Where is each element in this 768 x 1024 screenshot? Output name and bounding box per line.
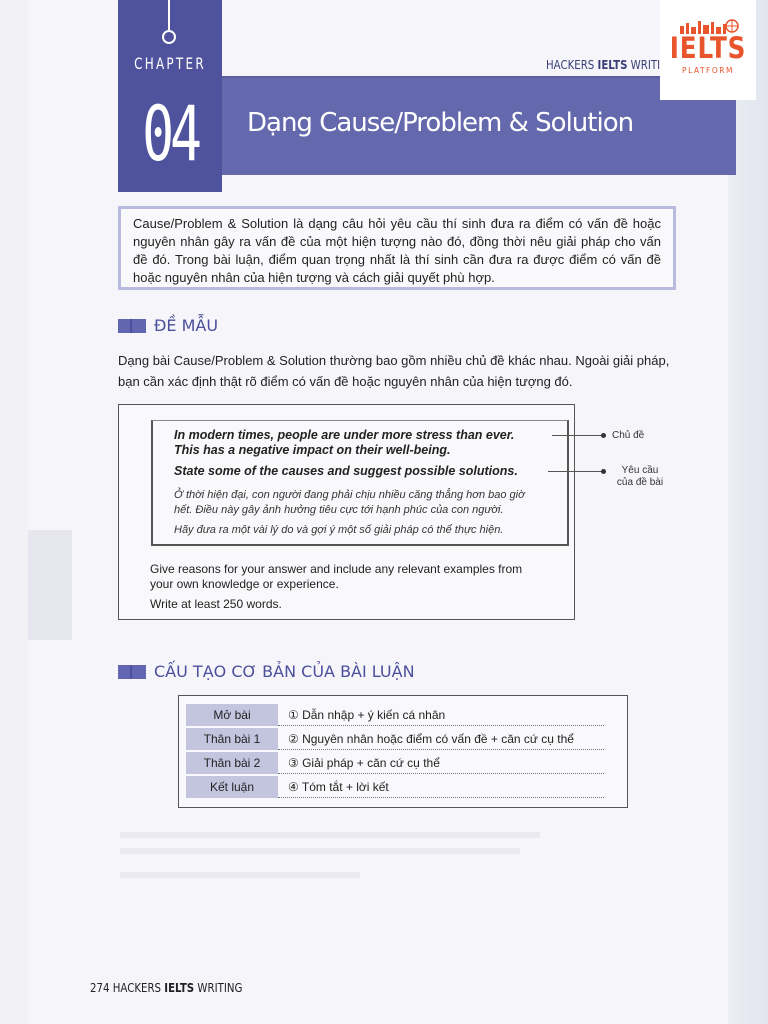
intro-box [118,206,676,290]
footer-suffix: WRITING [197,981,243,995]
logo-wordmark: IELTS [669,31,747,65]
table-row [186,704,604,726]
bleed-through-line [120,832,540,838]
chapter-ring-icon [162,30,176,44]
chapter-label: CHAPTER [134,54,206,73]
translation-line-1: Ở thời hiện đại, con người đang phải chịu nhiều căng thẳng hơn bao giờ [174,489,525,501]
intro-text: Cause/Problem & Solution là dạng câu hỏi yêu cầu thí sinh đưa ra điểm có vấn đề hoặc nguyên nhân gây ra vấn đề của một hiện tượng nào đó, đồng thời nêu giải pháp cho vấn đề đó. Trong bài luận, điểm quan trọng nhất là thí sinh cần đưa ra được điểm có vấn đề hoặc nguyên nhân của hiện tượng và cách giải quyết phù hợp. [133,216,661,285]
leader-line-topic [552,435,602,436]
label-requirement-line-1: Yêu cầu [621,465,659,476]
translation-line-2: hết. Điều này gây ảnh hưởng tiêu cực tới hạnh phúc của con người. [174,504,504,516]
instruction-line-2: your own knowledge or experience. [150,577,339,591]
sample-intro-paragraph: Dạng bài Cause/Problem & Solution thường bao gồm nhiều chủ đề khác nhau. Ngoài giải pháp, bạn cần xác định thật rõ điểm có vấn đề hoặc nguyên nhân của hiện tượng đó. [118,353,670,389]
section-square-icon [118,665,146,679]
logo-subtitle: PLATFORM [682,66,734,75]
table-row [186,776,604,798]
question-line-2: This has a negative impact on their well-being. [174,443,451,457]
translation-line-3: Hãy đưa ra một vài lý do và gợi ý một số giải pháp có thể thực hiện. [174,524,504,536]
leader-dot-requirement [601,469,606,474]
label-requirement-line-2: của đề bài [616,477,664,488]
page-footer [90,981,242,995]
row-value: ① Dẫn nhập + ý kiến cá nhân [278,704,604,726]
page-title: Dạng Cause/Problem & Solution [247,108,634,138]
table-row [186,728,604,750]
section-heading-structure [118,662,415,681]
instruction-line-1: Give reasons for your answer and include any relevant examples from [150,562,523,576]
row-label: Kết luận [186,776,278,798]
row-label: Thân bài 2 [186,752,278,774]
footer-prefix: HACKERS [112,981,162,995]
section-heading-text: ĐỀ MẪU [154,316,219,335]
running-head [546,58,660,72]
row-value: ② Nguyên nhân hoặc điểm có vấn đề + căn cứ cụ thể [278,728,604,750]
bleed-through-mark [28,530,72,640]
running-head-suffix: WRITI [630,58,661,72]
chapter-hook-line [168,0,170,30]
running-head-prefix: HACKERS [546,58,595,72]
question-line-1: In modern times, people are under more stress than ever. [174,428,515,442]
table-row [186,752,604,774]
row-value: ④ Tóm tắt + lời kết [278,776,604,798]
bleed-through-line [120,848,520,854]
question-line-3: State some of the causes and suggest possible solutions. [174,464,518,478]
row-label: Mở bài [186,704,278,726]
page-number: 274 [90,981,110,995]
section-heading-text: CẤU TẠO CƠ BẢN CỦA BÀI LUẬN [154,662,415,681]
instruction-line-3: Write at least 250 words. [150,597,282,611]
leader-line-requirement [548,471,602,472]
row-value: ③ Giải pháp + căn cứ cụ thể [278,752,604,774]
footer-bold: IELTS [164,981,195,995]
chapter-number: 04 [142,89,198,178]
row-label: Thân bài 1 [186,728,278,750]
leader-dot-topic [601,433,606,438]
header-rule [222,76,660,78]
label-topic: Chủ đề [612,430,645,441]
section-heading-sample [118,316,218,335]
bleed-through-line [120,872,360,878]
ielts-platform-logo [660,0,756,100]
section-square-icon [118,319,146,333]
label-requirement [612,465,668,489]
running-head-bold: IELTS [597,58,628,72]
